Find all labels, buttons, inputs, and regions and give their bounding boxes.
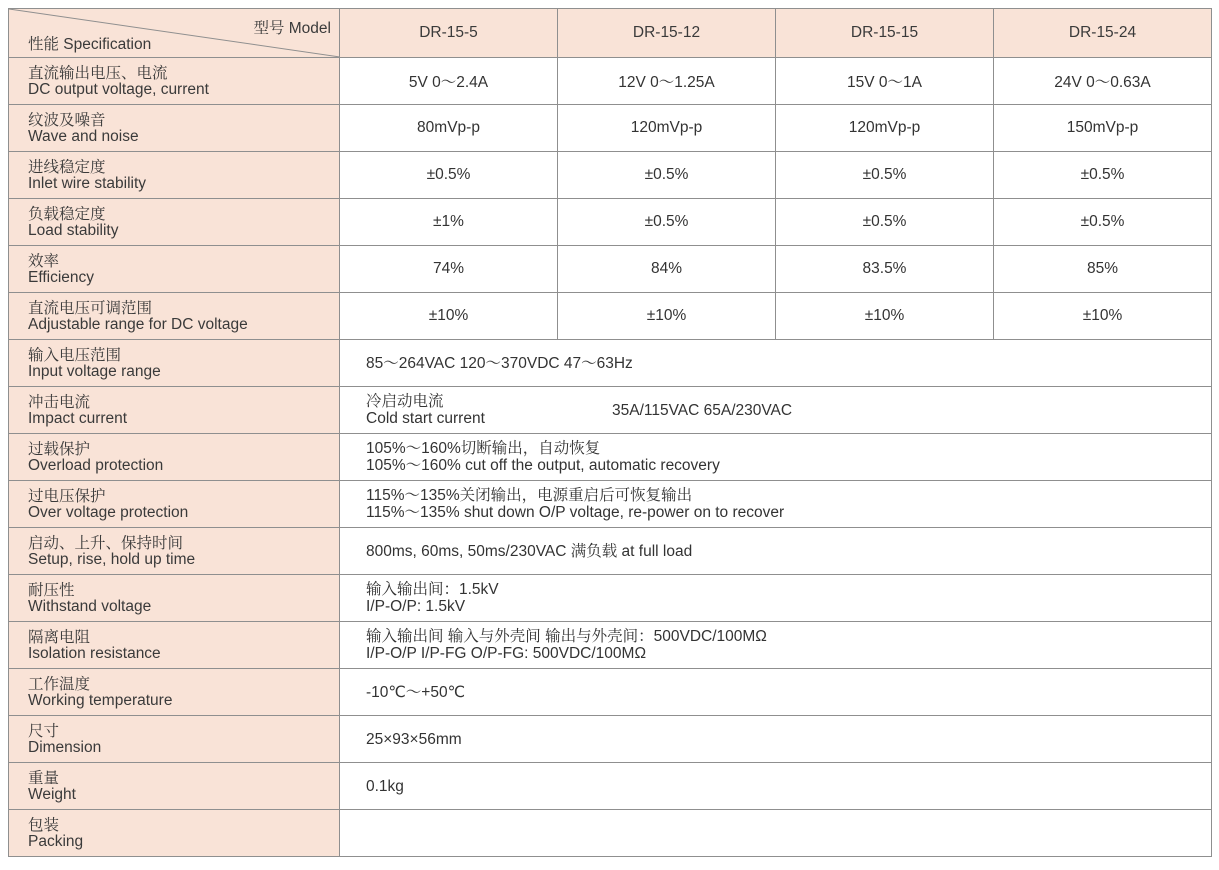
row-label (9, 481, 340, 528)
value-line: 105%～160% cut off the output, automatic recovery (366, 457, 720, 474)
impact-value: 35A/115VAC 65A/230VAC (612, 401, 793, 419)
label-en: DC output voltage, current (28, 81, 209, 98)
spec-row-setup (9, 528, 1212, 575)
label-zh: 直流电压可调范围 (28, 300, 153, 317)
spec-value: 12V 0～1.25A (558, 58, 776, 105)
label-en: Setup, rise, hold up time (28, 551, 196, 568)
value-line: 115%～135%关闭输出，电源重启后可恢复输出 (366, 487, 693, 504)
row-label (9, 763, 340, 810)
spec-row-inlet-stability (9, 152, 1212, 199)
label-en: Working temperature (28, 692, 173, 709)
spec-value: 0.1kg (340, 763, 1212, 810)
spec-row-adjustable-range (9, 293, 1212, 340)
spec-value: ±0.5% (558, 199, 776, 246)
spec-value: ±0.5% (558, 152, 776, 199)
spec-label: 性能 Specification (28, 36, 152, 53)
spec-value: 120mVp-p (558, 105, 776, 152)
row-label (9, 340, 340, 387)
label-zh: 进线稳定度 (28, 159, 106, 176)
spec-row-impact-current (9, 387, 1212, 434)
value-line: 输入输出间：1.5kV (366, 581, 499, 598)
spec-value: ±0.5% (340, 152, 558, 199)
spec-value: ±10% (558, 293, 776, 340)
spec-value: ±10% (776, 293, 994, 340)
cold-start-en: Cold start current (366, 410, 485, 427)
spec-value: 5V 0～2.4A (340, 58, 558, 105)
spec-value (340, 810, 1212, 857)
label-en: Efficiency (28, 269, 95, 286)
row-label (9, 434, 340, 481)
spec-value: ±0.5% (994, 152, 1212, 199)
label-en: Dimension (28, 739, 102, 756)
label-zh: 直流输出电压、电流 (28, 65, 168, 82)
label-en: Overload protection (28, 457, 164, 474)
row-label (9, 246, 340, 293)
row-label (9, 152, 340, 199)
spec-value: ±0.5% (776, 199, 994, 246)
spec-row-efficiency (9, 246, 1212, 293)
cold-start-zh: 冷启动电流 (366, 393, 444, 410)
spec-table (8, 8, 1212, 857)
spec-row-overload (9, 434, 1212, 481)
label-en: Input voltage range (28, 363, 161, 380)
spec-value (340, 481, 1212, 528)
spec-row-isolation (9, 622, 1212, 669)
label-en: Inlet wire stability (28, 175, 147, 192)
spec-value: 150mVp-p (994, 105, 1212, 152)
spec-value (340, 434, 1212, 481)
spec-row-wave-noise (9, 105, 1212, 152)
value-line: 115%～135% shut down O/P voltage, re-power on to recover (366, 504, 785, 521)
spec-value: 800ms, 60ms, 50ms/230VAC 满负载 at full load (340, 528, 1212, 575)
spec-value: 120mVp-p (776, 105, 994, 152)
spec-row-temperature (9, 669, 1212, 716)
spec-value: 15V 0～1A (776, 58, 994, 105)
spec-value: 74% (340, 246, 558, 293)
spec-value: 80mVp-p (340, 105, 558, 152)
spec-value: 85% (994, 246, 1212, 293)
label-zh: 过载保护 (28, 441, 91, 458)
spec-value: -10℃～+50℃ (340, 669, 1212, 716)
spec-row-load-stability (9, 199, 1212, 246)
header-row (9, 9, 1212, 58)
label-en: Weight (28, 786, 76, 803)
row-label (9, 810, 340, 857)
label-zh: 重量 (28, 770, 60, 787)
label-zh: 负载稳定度 (28, 206, 106, 223)
spec-value (340, 575, 1212, 622)
model-label: 型号 Model (253, 20, 331, 37)
label-zh: 效率 (28, 253, 60, 270)
label-zh: 纹波及噪音 (28, 112, 106, 129)
spec-row-dc-output (9, 58, 1212, 105)
spec-value: ±1% (340, 199, 558, 246)
spec-row-packing (9, 810, 1212, 857)
spec-value: 84% (558, 246, 776, 293)
spec-value: ±10% (994, 293, 1212, 340)
row-label (9, 528, 340, 575)
label-zh: 冲击电流 (28, 394, 91, 411)
model-header: DR-15-24 (994, 9, 1212, 58)
corner-cell (9, 9, 340, 58)
spec-value (340, 387, 1212, 434)
label-zh: 输入电压范围 (28, 347, 122, 364)
row-label (9, 58, 340, 105)
spec-value: ±0.5% (776, 152, 994, 199)
value-line: 105%～160%切断输出，自动恢复 (366, 440, 601, 457)
label-en: Adjustable range for DC voltage (28, 316, 248, 333)
value-line: I/P-O/P: 1.5kV (366, 598, 466, 615)
row-label (9, 105, 340, 152)
row-label (9, 387, 340, 434)
spec-row-dimension (9, 716, 1212, 763)
spec-value: 25×93×56mm (340, 716, 1212, 763)
spec-value: 85～264VAC 120～370VDC 47～63Hz (340, 340, 1212, 387)
label-en: Withstand voltage (28, 598, 152, 615)
label-zh: 启动、上升、保持时间 (28, 535, 184, 552)
label-zh: 耐压性 (28, 582, 75, 599)
spec-row-weight (9, 763, 1212, 810)
label-en: Over voltage protection (28, 504, 189, 521)
label-en: Isolation resistance (28, 645, 161, 662)
spec-row-input-voltage (9, 340, 1212, 387)
spec-value: ±0.5% (994, 199, 1212, 246)
spec-row-withstand (9, 575, 1212, 622)
row-label (9, 293, 340, 340)
row-label (9, 716, 340, 763)
spec-row-over-voltage (9, 481, 1212, 528)
model-header: DR-15-15 (776, 9, 994, 58)
value-line: I/P-O/P I/P-FG O/P-FG: 500VDC/100MΩ (366, 645, 647, 662)
model-header: DR-15-5 (340, 9, 558, 58)
spec-value: ±10% (340, 293, 558, 340)
spec-value (340, 622, 1212, 669)
label-en: Impact current (28, 410, 128, 427)
label-en: Load stability (28, 222, 119, 239)
label-zh: 包装 (28, 817, 60, 834)
row-label (9, 669, 340, 716)
label-en: Wave and noise (28, 128, 139, 145)
label-en: Packing (28, 833, 84, 850)
label-zh: 过电压保护 (28, 488, 106, 505)
label-zh: 工作温度 (28, 676, 91, 693)
spec-value: 83.5% (776, 246, 994, 293)
value-line: 输入输出间 输入与外壳间 输出与外壳间：500VDC/100MΩ (366, 628, 767, 645)
model-header: DR-15-12 (558, 9, 776, 58)
row-label (9, 575, 340, 622)
label-zh: 隔离电阻 (28, 629, 91, 646)
row-label (9, 199, 340, 246)
spec-value: 24V 0～0.63A (994, 58, 1212, 105)
label-zh: 尺寸 (28, 723, 60, 740)
row-label (9, 622, 340, 669)
